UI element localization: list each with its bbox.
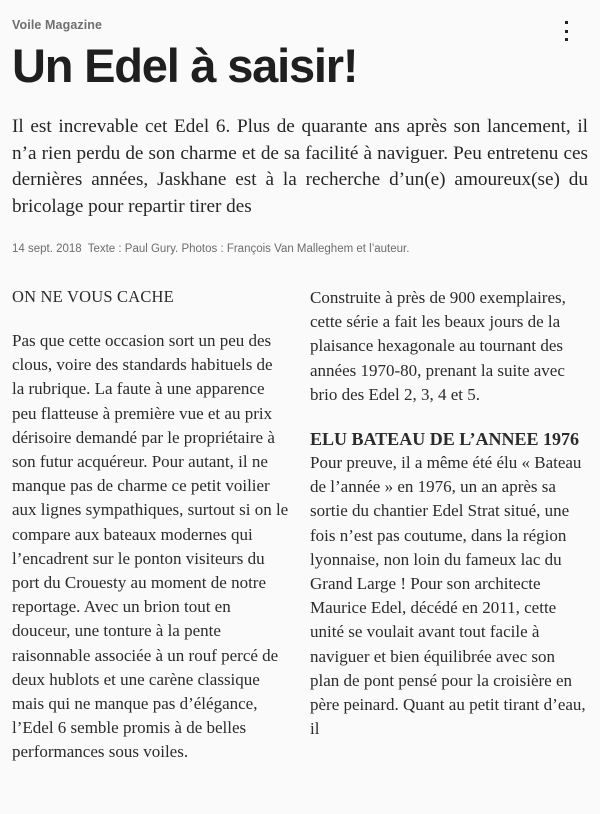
- publish-date: 14 sept. 2018: [12, 243, 82, 255]
- body-paragraph-left: Pas que cette occasion sort un peu des clous, voire des standards habituels de la rubrique. La faute à une apparence peu flatteuse à première vue et au prix dérisoire demandé par le propriétaire à son futur acquéreur. Pour autant, il ne manque pas de charme ce petit voilier aux lignes sympathiques, surtout si on le compare aux bateaux modernes qui l’encadrent sur le ponton visiteurs du port du Crouesty au moment de notre reportage. Avec un brion tout en douceur, une tonture à la pente raisonnable associée à un rouf percé de deux hublots et une carène classique mais qui ne manque pas d’élégance, l’Edel 6 semble promis à de belles performances sous voiles.: [12, 331, 289, 762]
- article-topbar: [12, 0, 588, 34]
- article-byline: [12, 242, 588, 257]
- body-paragraph-right-1: Construite à près de 900 exemplaires, cette série a fait les beaux jours de la plaisance hexagonale au tournant des années 1970-80, prenant la suite avec brio des Edel 2, 3, 4 et 5.: [310, 288, 566, 404]
- kebab-dot-2: [565, 30, 568, 33]
- article-headline: Un Edel à saisir!: [12, 39, 358, 92]
- kebab-dot-3: [565, 38, 568, 41]
- article-credits: Texte : Paul Gury. Photos : François Van Malleghem et l’auteur.: [87, 243, 410, 255]
- section-heading-elu-bateau: ELU BATEAU DE L’ANNEE 1976: [310, 429, 580, 450]
- body-paragraph-right-2: Pour preuve, il a même été élu « Bateau de l’année » en 1976, un an après sa sortie du chantier Edel Strat situé, une fois n’est pas coutume, dans la région lyonnaise, non loin du fameux lac du Grand Large ! Pour son architecte Maurice Edel, décédé en 2011, cette unité se voulait avant tout facile à naviguer et bien équilibrée avec son plan de pont pensé pour la croisière en père peinard. Quant au petit tirant d’eau, il: [310, 453, 586, 739]
- article-column-left: [12, 286, 289, 765]
- section-heading-on-ne-vous-cache: ON NE VOUS CACHE: [12, 287, 174, 306]
- kebab-menu-icon[interactable]: [556, 18, 576, 44]
- article-columns: [12, 286, 588, 765]
- kebab-dot-1: [565, 21, 568, 24]
- article-column-right: [310, 286, 587, 765]
- publication-name: Voile Magazine: [12, 18, 103, 32]
- article-lede: Il est increvable cet Edel 6. Plus de quarante ans après son lancement, il n’a rien perdu de son charme et de sa facilité à naviguer. Peu entretenu ces dernières années, Jaskhane est à la recherche d’un(e) amoureux(se) du bricolage pour repartir tirer des: [12, 116, 588, 217]
